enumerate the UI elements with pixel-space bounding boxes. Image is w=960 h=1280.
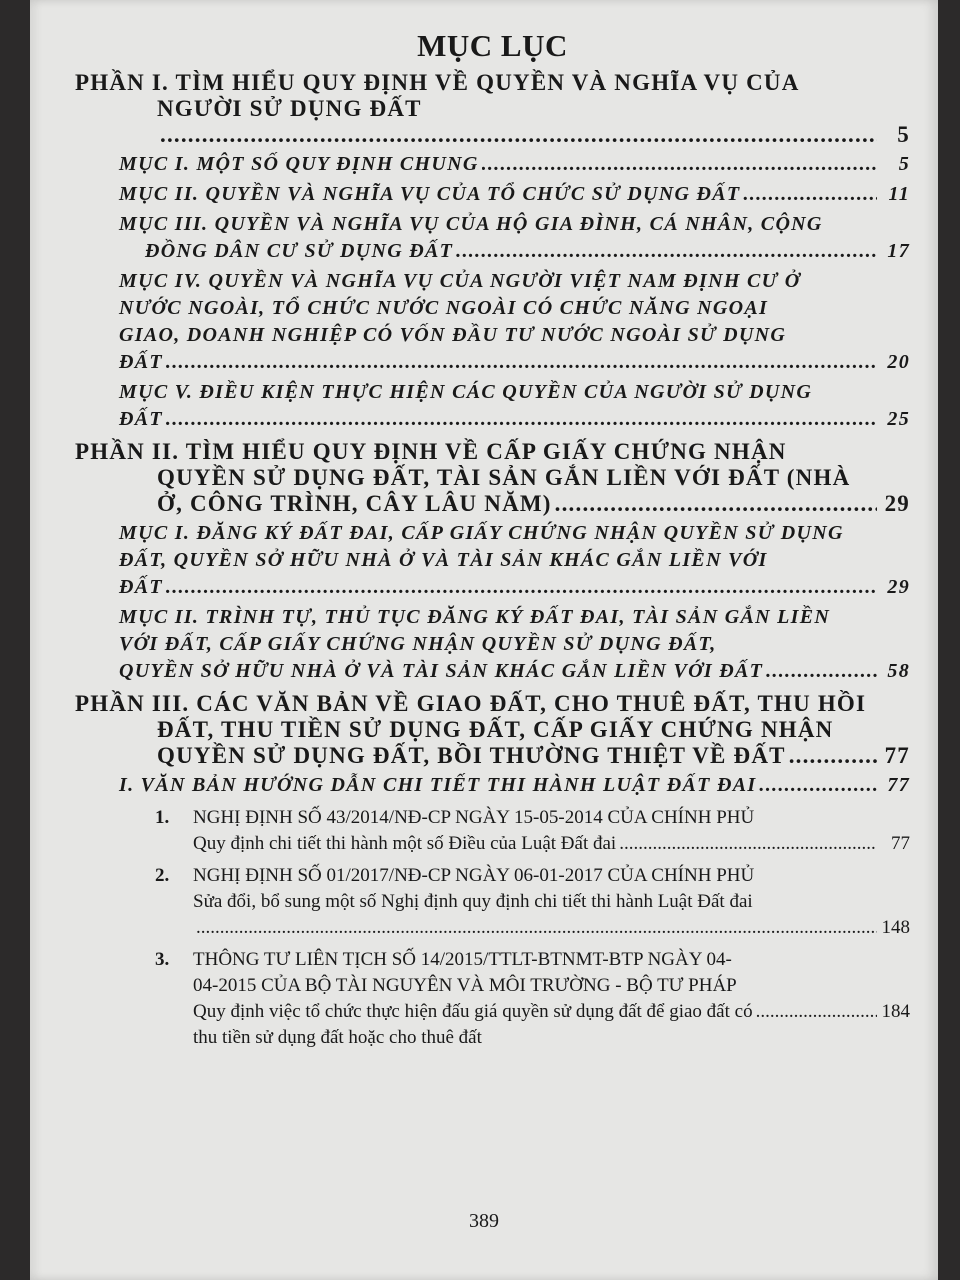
section-1-3: MỤC III. QUYỀN VÀ NGHĨA VỤ CỦA HỘ GIA ĐÌNH, CÁ NHÂN, CỘNG ĐỒNG DÂN CƯ SỬ DỤNG ĐẤT ..... 17 [75, 211, 910, 265]
book-page [30, 0, 938, 1280]
leader-dots [166, 406, 877, 433]
page-ref: 5 [897, 122, 910, 147]
leader-dots [166, 349, 877, 376]
part-2-heading: PHẦN II. TÌM HIỂU QUY ĐỊNH VỀ CẤP GIẤY CHỨNG NHẬN QUYỀN SỬ DỤNG ĐẤT, TÀI SẢN GẮN LIỀN VỚI ĐẤT (NHÀ Ở, CÔNG TRÌNH, CÂY LÂU NĂM) ..... 29 [75, 439, 910, 517]
section-1-2: MỤC II. QUYỀN VÀ NGHĨA VỤ CỦA TỔ CHỨC SỬ DỤNG ĐẤT ..... 11 [75, 181, 910, 208]
page-ref: 29 [884, 491, 910, 516]
page-ref: 77 [884, 743, 910, 768]
section-1-5: MỤC V. ĐIỀU KIỆN THỰC HIỆN CÁC QUYỀN CỦA NGƯỜI SỬ DỤNG ĐẤT ..... 25 [75, 379, 910, 433]
section-2-2: MỤC II. TRÌNH TỰ, THỦ TỤC ĐĂNG KÝ ĐẤT ĐAI, TÀI SẢN GẮN LIỀN VỚI ĐẤT, CẤP GIẤY CHỨNG NHẬN QUYỀN SỬ DỤNG ĐẤT, QUYỀN SỞ HỮU NHÀ Ở VÀ TÀI SẢN KHÁC GẮN LIỀN VỚI ĐẤT ..... 58 [75, 604, 910, 685]
doc-number: 1. [155, 807, 170, 828]
leader-dots [619, 831, 877, 857]
leader-dots [759, 772, 877, 799]
table-of-contents [75, 0, 910, 1051]
page-ref: 17 [887, 240, 910, 262]
doc-entry-3: 3. THÔNG TƯ LIÊN TỊCH SỐ 14/2015/TTLT-BTNMT-BTP NGÀY 04- 04-2015 CỦA BỘ TÀI NGUYÊN VÀ MÔI TRƯỜNG - BỘ TƯ PHÁP Quy định việc tổ chức thực hiện đấu giá quyền sử dụng đất để giao đất có ..... 184 thu tiền sử dụng đất hoặc cho thuê đất [75, 947, 910, 1051]
leader-dots [766, 658, 877, 685]
part-1-heading: PHẦN I. TÌM HIỂU QUY ĐỊNH VỀ QUYỀN VÀ NGHĨA VỤ CỦA NGƯỜI SỬ DỤNG ĐẤT ..... 5 [75, 70, 910, 148]
part-3-heading: PHẦN III. CÁC VĂN BẢN VỀ GIAO ĐẤT, CHO THUÊ ĐẤT, THU HỒI ĐẤT, THU TIỀN SỬ DỤNG ĐẤT, CẤP GIẤY CHỨNG NHẬN QUYỀN SỬ DỤNG ĐẤT, BỒI THƯỜNG THIỆT VỀ ĐẤT ..... 77 [75, 691, 910, 769]
section-3-1: I. VĂN BẢN HƯỚNG DẪN CHI TIẾT THI HÀNH LUẬT ĐẤT ĐAI ..... 77 [75, 772, 910, 799]
leader-dots [756, 999, 877, 1025]
doc-entry-2: 2. NGHỊ ĐỊNH SỐ 01/2017/NĐ-CP NGÀY 06-01-2017 CỦA CHÍNH PHỦ Sửa đổi, bổ sung một số Nghị định quy định chi tiết thi hành Luật Đất đai ..... 148 [75, 863, 910, 941]
page-number: 389 [469, 1210, 499, 1232]
page-ref: 77 [891, 833, 910, 854]
leader-dots [166, 574, 877, 601]
page-ref: 77 [887, 774, 910, 796]
toc-title: MỤC LỤC [417, 28, 568, 63]
page-ref: 148 [881, 917, 910, 938]
doc-number: 2. [155, 865, 170, 886]
doc-entry-1: 1. NGHỊ ĐỊNH SỐ 43/2014/NĐ-CP NGÀY 15-05-2014 CỦA CHÍNH PHỦ Quy định chi tiết thi hành một số Điều của Luật Đất đai ..... 77 [75, 805, 910, 857]
section-2-1: MỤC I. ĐĂNG KÝ ĐẤT ĐAI, CẤP GIẤY CHỨNG NHẬN QUYỀN SỬ DỤNG ĐẤT, QUYỀN SỞ HỮU NHÀ Ở VÀ TÀI SẢN KHÁC GẮN LIỀN VỚI ĐẤT ..... 29 [75, 520, 910, 601]
leader-dots [160, 122, 877, 148]
section-1-1: MỤC I. MỘT SỐ QUY ĐỊNH CHUNG ..... 5 [75, 151, 910, 178]
page-ref: 58 [887, 660, 910, 682]
leader-dots [482, 151, 877, 178]
leader-dots [196, 915, 877, 941]
leader-dots [789, 743, 877, 769]
page-ref: 11 [888, 183, 910, 205]
page-ref: 5 [898, 153, 910, 175]
page-ref: 184 [881, 1001, 910, 1022]
section-1-4: MỤC IV. QUYỀN VÀ NGHĨA VỤ CỦA NGƯỜI VIỆT NAM ĐỊNH CƯ Ở NƯỚC NGOÀI, TỔ CHỨC NƯỚC NGOÀI CÓ CHỨC NĂNG NGOẠI GIAO, DOANH NGHIỆP CÓ VỐN ĐẦU TƯ NƯỚC NGOÀI SỬ DỤNG ĐẤT ..... 20 [75, 268, 910, 376]
page-ref: 20 [887, 351, 910, 373]
doc-number: 3. [155, 949, 170, 970]
page-ref: 25 [887, 408, 910, 430]
leader-dots [555, 491, 877, 517]
leader-dots [743, 181, 877, 208]
leader-dots [456, 238, 877, 265]
page-ref: 29 [887, 576, 910, 598]
